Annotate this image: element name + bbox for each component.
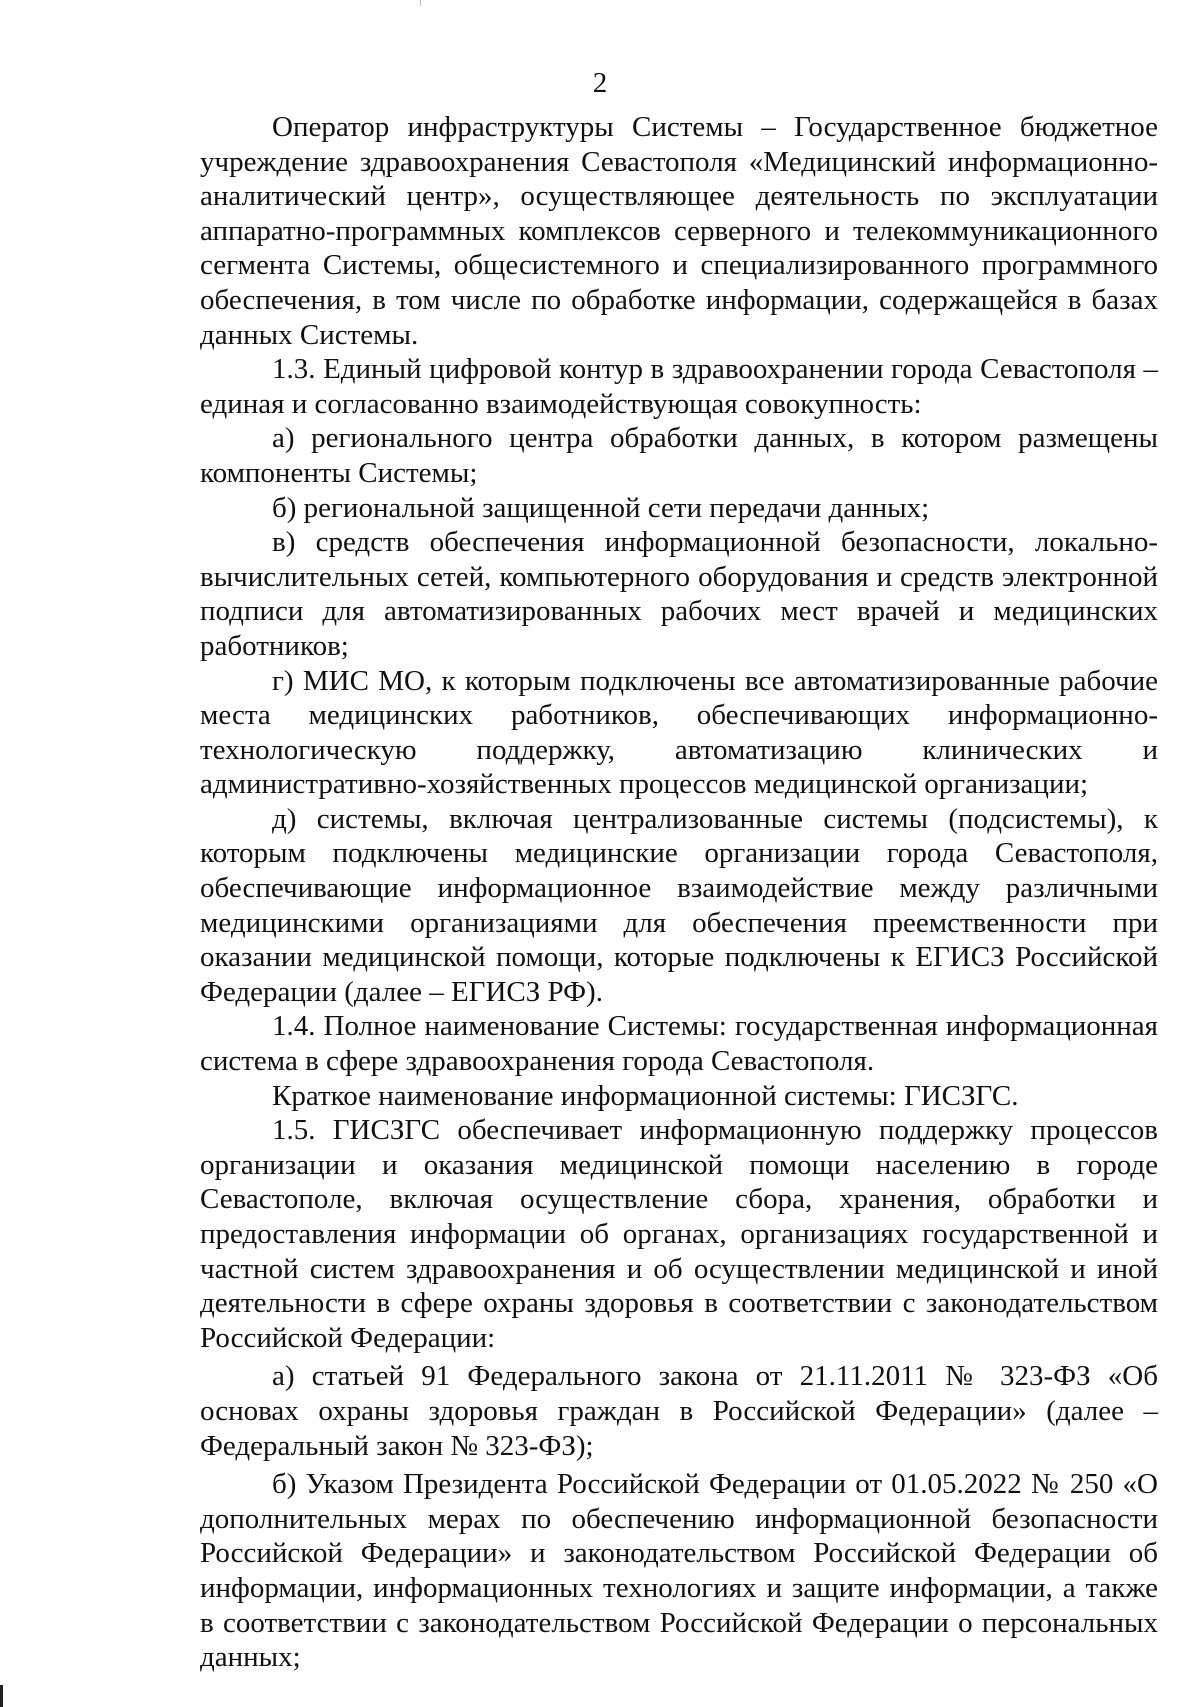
paragraph-1-3-b: б) региональной защищенной сети передачи данных; [272,491,930,524]
paragraph-operator: Оператор инфраструктуры Системы – Государственное бюджетное учреждение здравоохранения Севастополя «Медицинский информационно-аналитический центр», осуществляющее деятельность по эксплуатации аппаратно-программных комплексов серверного и телекоммуникационного сегмента Системы, общесистемного и специализированного программного обеспечения, в том числе по обработке информации, содержащейся в базах данных Системы. [200,111,1158,351]
paragraph-short-name: Краткое наименование информационной системы: ГИСЗГС. [272,1079,1019,1112]
paragraph-1-5-b: б) Указом Президента Российской Федерации от 01.05.2022 № 250 «О дополнительных мерах по обеспечению информационной безопасности Российской Федерации» и законодательством Российской Федерации об информации, информационных технологиях и защите информации, а также в соответствии с законодательством Российской Федерации о персональных данных; [200,1468,1158,1674]
paragraph-1-5-a: а) статьей 91 Федерального закона от 21.11.2011 № 323-ФЗ «Об основах охраны здоровья граждан в Российской Федерации» (далее – Федеральный закон № 323-ФЗ); [200,1360,1158,1462]
scan-edge-mark [0,1685,3,1707]
document-body [200,110,1158,1675]
page-number: 2 [592,67,608,99]
scan-mark [420,0,421,6]
paragraph-1-3-d: д) системы, включая централизованные системы (подсистемы), к которым подключены медицинские организации города Севастополя, обеспечивающие информационное взаимодействие между различными медицинскими организациями для обеспечения преемственности при оказании медицинской помощи, которые подключены к ЕГИСЗ Российской Федерации (далее – ЕГИСЗ РФ). [200,802,1158,1008]
paragraph-1-3: 1.3. Единый цифровой контур в здравоохранении города Севастополя – единая и согласованно взаимодействующая совокупность: [200,353,1158,420]
paragraph-1-5: 1.5. ГИСЗГС обеспечивает информационную поддержку процессов организации и оказания медицинской помощи населению в городе Севастополе, включая осуществление сбора, хранения, обработки и предоставления информации об органах, организациях государственной и частной систем здравоохранения и об осуществлении медицинской и иной деятельности в сфере охраны здоровья в соответствии с законодательством Российской Федерации: [200,1114,1158,1354]
paragraph-1-3-g: г) МИС МО, к которым подключены все автоматизированные рабочие места медицинских работников, обеспечивающих информационно-технологическую поддержку, автоматизацию клинических и административно-хозяйственных процессов медицинской организации; [200,664,1158,801]
paragraph-1-3-v: в) средств обеспечения информационной безопасности, локально-вычислительных сетей, компьютерного оборудования и средств электронной подписи для автоматизированных рабочих мест врачей и медицинских работников; [200,526,1158,662]
paragraph-1-4: 1.4. Полное наименование Системы: государственная информационная система в сфере здравоохранения города Севастополя. [200,1010,1158,1078]
paragraph-1-3-a: а) регионального центра обработки данных, в котором размещены компоненты Системы; [200,422,1158,489]
